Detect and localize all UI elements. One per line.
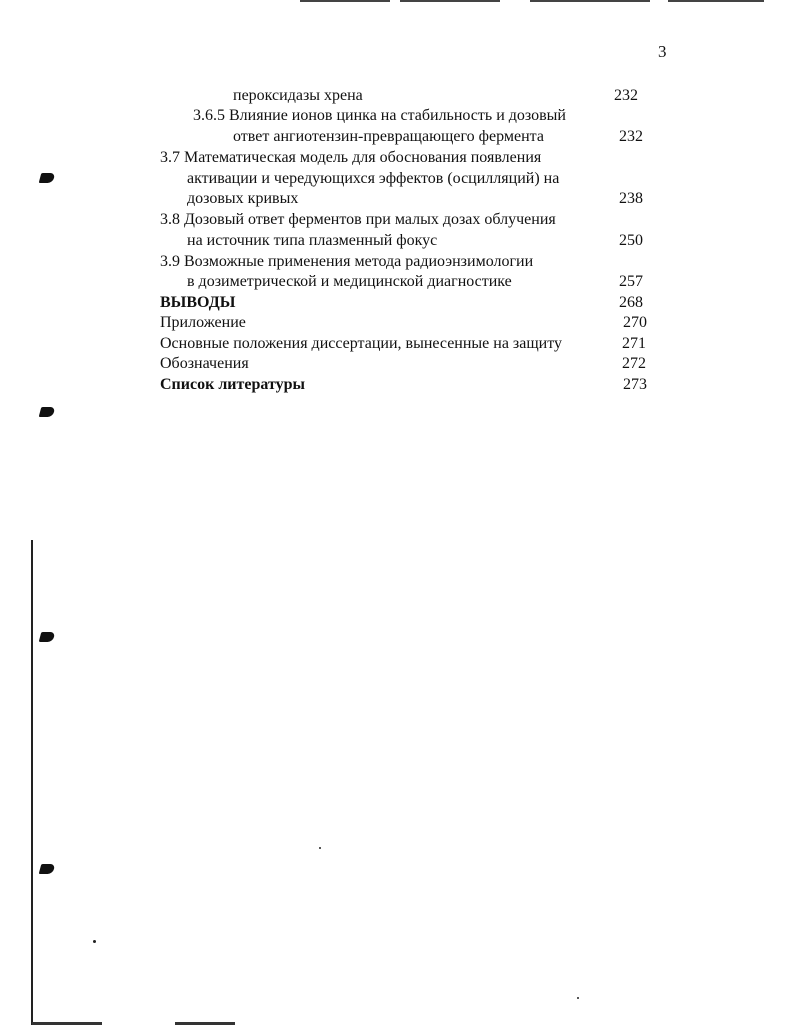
toc-line (0, 106, 794, 126)
toc-entry-text: 3.8 Дозовый ответ ферментов при малых дозах облучения (160, 211, 556, 228)
toc-entry-text: Обозначения (160, 355, 249, 372)
toc-entry-text: 3.7 Математическая модель для обоснования появления (160, 149, 542, 166)
toc-entry-text: пероксидазы хрена (233, 87, 363, 104)
toc-entry-text: ВЫВОДЫ (160, 294, 236, 311)
punch-mark-4 (39, 864, 56, 874)
toc-entry-page: 272 (622, 355, 646, 372)
toc-line (0, 127, 794, 147)
toc-entry-page: 232 (614, 87, 638, 104)
toc-entry-text: Список литературы (160, 376, 305, 393)
toc-entry-text: Основные положения диссертации, вынесенные на защиту (160, 335, 563, 352)
toc-entry-text: ответ ангиотензин-превращающего фермента (233, 128, 544, 145)
toc-entry-text: в дозиметрической и медицинской диагностике (187, 273, 512, 290)
speck (319, 847, 321, 849)
toc-line (0, 169, 794, 189)
toc-entry-text: активации и чередующихся эффектов (осцилляций) на (187, 170, 560, 187)
scan-edge-left (31, 540, 33, 1025)
scan-artifact-top-2 (400, 0, 500, 2)
toc-line (0, 272, 794, 292)
toc-entry-text: дозовых кривых (187, 190, 299, 207)
scan-artifact-top-1 (300, 0, 390, 2)
toc-line (0, 231, 794, 251)
toc-entry-page: 238 (619, 190, 643, 207)
toc-entry-text: на источник типа плазменный фокус (187, 232, 438, 249)
toc-line (0, 375, 794, 395)
toc-entry-text: 3.9 Возможные применения метода радиоэнзимологии (160, 253, 534, 270)
toc-line (0, 334, 794, 354)
toc-entry-page: 250 (619, 232, 643, 249)
toc-line (0, 86, 794, 106)
toc-entry-page: 271 (622, 335, 646, 352)
toc-line (0, 313, 794, 333)
scan-artifact-top-3 (530, 0, 650, 2)
toc-line (0, 210, 794, 230)
toc-line (0, 354, 794, 374)
punch-mark-3 (39, 632, 56, 642)
toc-entry-page: 257 (619, 273, 643, 290)
speck (93, 940, 96, 943)
scan-artifact-top-4 (668, 0, 764, 2)
toc-entry-text: 3.6.5 Влияние ионов цинка на стабильность и дозовый (193, 107, 566, 124)
toc-entry-page: 273 (623, 376, 647, 393)
toc-entry-page: 270 (623, 314, 647, 331)
punch-mark-2 (39, 407, 56, 417)
toc-line (0, 252, 794, 272)
toc-entry-page: 232 (619, 128, 643, 145)
page-number: 3 (658, 42, 667, 61)
toc-line (0, 293, 794, 313)
toc-line (0, 189, 794, 209)
toc-entry-page: 268 (619, 294, 643, 311)
speck (577, 997, 579, 999)
toc-line (0, 148, 794, 168)
toc-entry-text: Приложение (160, 314, 246, 331)
